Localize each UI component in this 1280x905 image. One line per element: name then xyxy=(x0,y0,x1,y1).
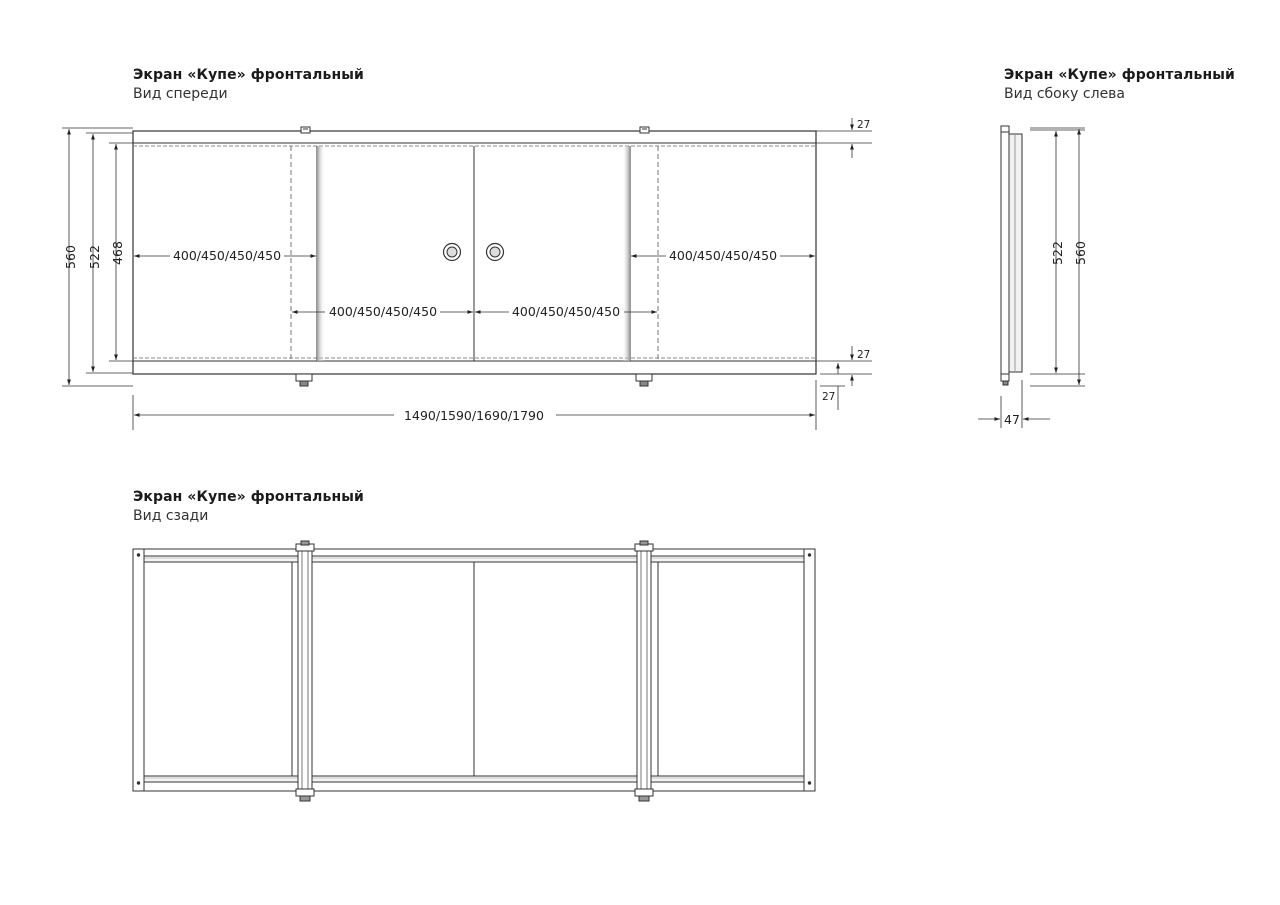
dim-height-panel: 522 xyxy=(87,245,102,269)
dim-height-inner: 468 xyxy=(110,241,125,265)
dim-panel-mid-left: 400/450/450/450 xyxy=(328,304,438,319)
back-end-post-right xyxy=(804,549,815,791)
back-view-subtitle: Вид сзади xyxy=(133,508,209,524)
dim-panel-left: 400/450/450/450 xyxy=(172,248,282,263)
back-support-post-left xyxy=(298,547,312,793)
side-top-bracket-icon xyxy=(1001,126,1009,132)
side-profile-front xyxy=(1001,131,1009,374)
front-top-bracket-right-icon xyxy=(640,127,649,133)
handle-left-icon xyxy=(444,244,461,261)
front-dimensions xyxy=(62,118,872,430)
back-end-post-left xyxy=(133,549,144,791)
back-clamp-bottom-left-icon xyxy=(296,789,314,801)
back-view xyxy=(133,541,815,801)
back-clamp-top-right-icon xyxy=(635,541,653,551)
side-dim-height-total: 560 xyxy=(1073,241,1088,265)
back-view-title: Экран «Купе» фронтальный xyxy=(133,489,364,505)
front-foot-right-icon xyxy=(636,374,652,386)
dim-width-total: 1490/1590/1690/1790 xyxy=(404,408,544,423)
back-bottom-rail xyxy=(144,782,804,791)
front-top-bracket-left-icon xyxy=(301,127,310,133)
front-view-subtitle: Вид спереди xyxy=(133,86,228,102)
dim-rail-bottom-1: 27 xyxy=(857,349,871,361)
side-view xyxy=(1001,126,1022,385)
handle-right-icon xyxy=(487,244,504,261)
front-foot-left-icon xyxy=(296,374,312,386)
back-clamp-top-left-icon xyxy=(296,541,314,551)
side-foot-icon xyxy=(1001,374,1009,385)
side-dimensions xyxy=(978,128,1085,428)
back-clamp-bottom-right-icon xyxy=(635,789,653,801)
back-support-post-right xyxy=(637,547,651,793)
back-top-rail xyxy=(144,549,804,556)
front-panel-shadow-1 xyxy=(317,146,325,361)
dim-panel-mid-right: 400/450/450/450 xyxy=(511,304,621,319)
front-panel-shadow-2 xyxy=(622,146,630,361)
side-view-title: Экран «Купе» фронтальный xyxy=(1004,67,1235,83)
side-dim-depth: 47 xyxy=(1004,412,1020,427)
front-view-title: Экран «Купе» фронтальный xyxy=(133,67,364,83)
dim-rail-bottom-2: 27 xyxy=(822,391,836,403)
dim-height-total: 560 xyxy=(63,245,78,269)
side-view-subtitle: Вид сбоку слева xyxy=(1004,86,1126,102)
back-top-rail-guide xyxy=(144,556,804,562)
dim-rail-top: 27 xyxy=(857,119,871,131)
side-dim-height-panel: 522 xyxy=(1050,241,1065,265)
dim-panel-right: 400/450/450/450 xyxy=(668,248,778,263)
back-bottom-rail-guide xyxy=(144,776,804,782)
